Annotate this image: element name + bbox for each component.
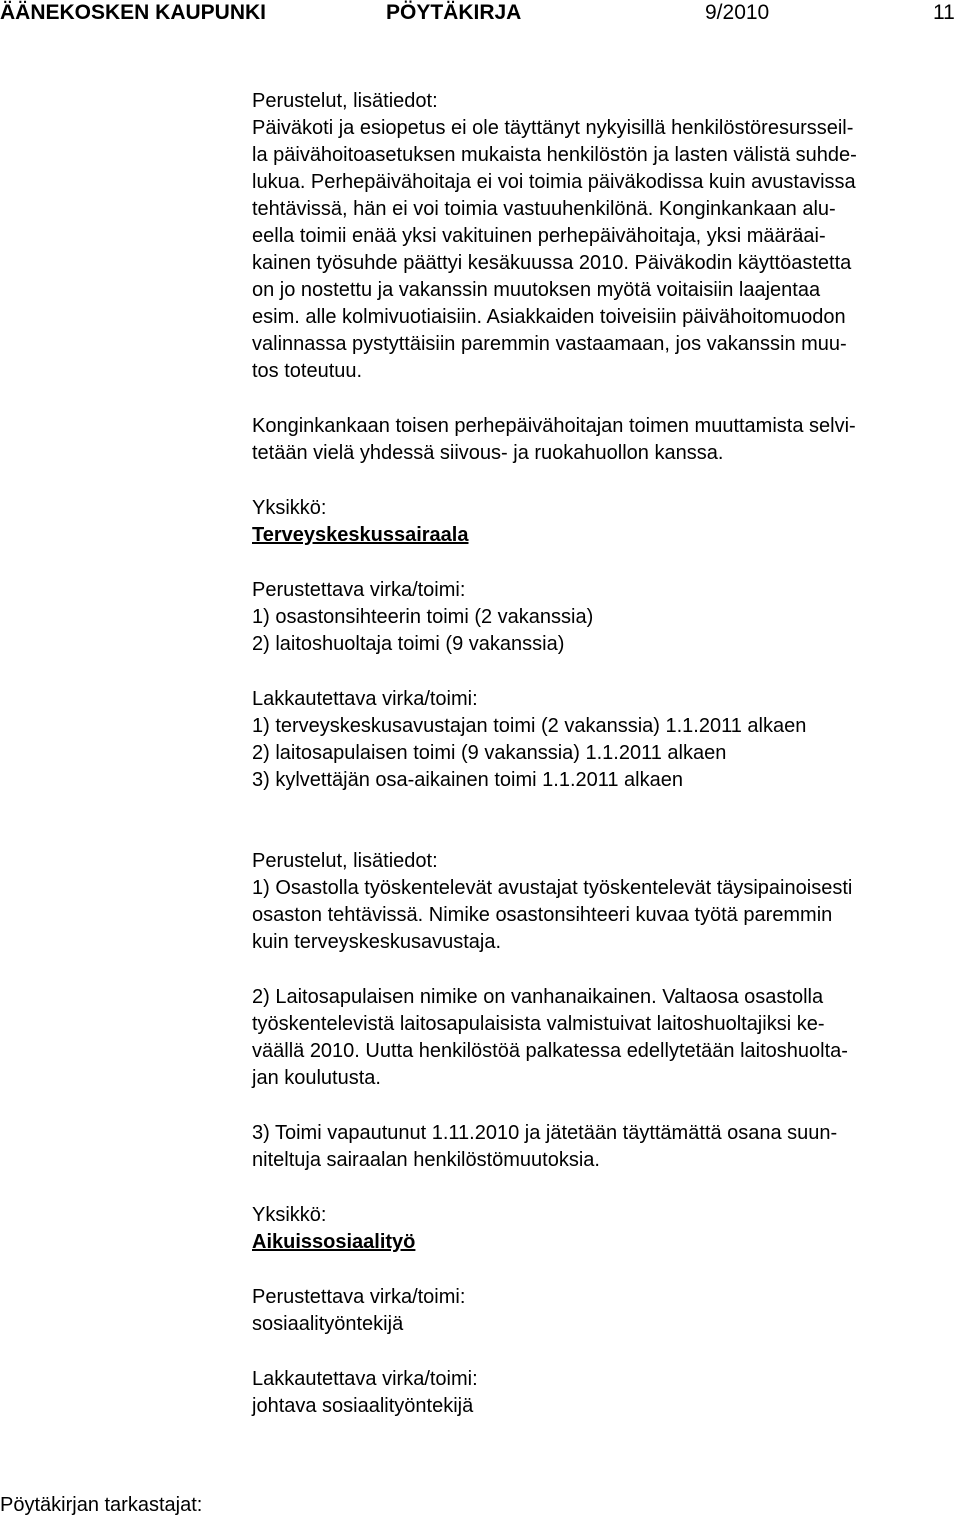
paragraph-line: Konginkankaan toisen perhepäivähoitajan toimen muuttamista selvi- bbox=[252, 415, 856, 437]
paragraph-line: Päiväkoti ja esiopetus ei ole täyttänyt nykyisillä henkilöstöresursseil- bbox=[252, 117, 854, 139]
abolished-item: johtava sosiaalityöntekijä bbox=[252, 1395, 474, 1417]
established-label: Perustettava virka/toimi: bbox=[252, 579, 466, 601]
established-item: 2) laitoshuoltaja toimi (9 vakanssia) bbox=[252, 633, 565, 655]
paragraph bbox=[252, 115, 958, 385]
organization-name: ÄÄNEKOSKEN KAUPUNKI bbox=[0, 1, 267, 24]
page-number: 11 bbox=[933, 1, 955, 24]
abolished-item: 1) terveyskeskusavustajan toimi (2 vakanssia) 1.1.2011 alkaen bbox=[252, 715, 807, 737]
paragraph-line: on jo nostettu ja vakanssin muutoksen myötä voitaisiin laajentaa bbox=[252, 279, 821, 301]
reason-paragraph bbox=[252, 875, 958, 956]
established-item: 1) osastonsihteerin toimi (2 vakanssia) bbox=[252, 606, 594, 628]
paragraph-line: kainen työsuhde päättyi kesäkuussa 2010. Päiväkodin käyttöastetta bbox=[252, 252, 852, 274]
reasons-heading: Perustelut, lisätiedot: bbox=[252, 850, 438, 872]
established-item: sosiaalityöntekijä bbox=[252, 1313, 404, 1335]
reviewers-label: Pöytäkirjan tarkastajat: bbox=[0, 1494, 203, 1516]
paragraph-line: väällä 2010. Uutta henkilöstöä palkatessa edellytetään laitoshuolta- bbox=[252, 1040, 848, 1062]
paragraph-line: 1) Osastolla työskentelevät avustajat työskentelevät täysipainoisesti bbox=[252, 877, 853, 899]
abolished-item: 3) kylvettäjän osa-aikainen toimi 1.1.2011 alkaen bbox=[252, 769, 683, 791]
paragraph-line: jan koulutusta. bbox=[252, 1067, 381, 1089]
paragraph-line: työskentelevistä laitosapulaisista valmistuivat laitoshuoltajiksi ke- bbox=[252, 1013, 825, 1035]
section-heading: Perustelut, lisätiedot: bbox=[252, 90, 438, 112]
paragraph-line: tos toteutuu. bbox=[252, 360, 363, 382]
abolished-label: Lakkautettava virka/toimi: bbox=[252, 688, 478, 710]
paragraph-line: kuin terveyskeskusavustaja. bbox=[252, 931, 502, 953]
paragraph-line: 2) Laitosapulaisen nimike on vanhanaikainen. Valtaosa osastolla bbox=[252, 986, 824, 1008]
unit-label: Yksikkö: bbox=[252, 1204, 327, 1226]
paragraph-line: lukua. Perhepäivähoitaja ei voi toimia päiväkodissa kuin avustavissa bbox=[252, 171, 856, 193]
abolished-label: Lakkautettava virka/toimi: bbox=[252, 1368, 478, 1390]
paragraph-line: tehtävissä, hän ei voi toimia vastuuhenkilönä. Konginkankaan alu- bbox=[252, 198, 836, 220]
paragraph-line: tetään vielä yhdessä siivous- ja ruokahuollon kanssa. bbox=[252, 442, 724, 464]
paragraph bbox=[252, 413, 958, 467]
page-header bbox=[0, 0, 960, 30]
abolished-item: 2) laitosapulaisen toimi (9 vakanssia) 1.1.2011 alkaen bbox=[252, 742, 727, 764]
paragraph-line: osaston tehtävissä. Nimike osastonsihteeri kuvaa työtä paremmin bbox=[252, 904, 833, 926]
document-number: 9/2010 bbox=[705, 1, 770, 24]
established-label: Perustettava virka/toimi: bbox=[252, 1286, 466, 1308]
paragraph-line: valinnassa pystyttäisiin paremmin vastaamaan, jos vakanssin muu- bbox=[252, 333, 847, 355]
paragraph-line: esim. alle kolmivuotiaisiin. Asiakkaiden toiveisiin päivähoitomuodon bbox=[252, 306, 846, 328]
paragraph-line: 3) Toimi vapautunut 1.11.2010 ja jätetään täyttämättä osana suun- bbox=[252, 1122, 838, 1144]
paragraph-line: la päivähoitoasetuksen mukaista henkilöstön ja lasten välistä suhde- bbox=[252, 144, 857, 166]
document-body bbox=[252, 88, 958, 1420]
reason-paragraph bbox=[252, 984, 958, 1092]
reason-paragraph bbox=[252, 1120, 958, 1174]
document-type: PÖYTÄKIRJA bbox=[386, 1, 522, 24]
paragraph-line: eella toimii enää yksi vakituinen perhepäivähoitaja, yksi määräai- bbox=[252, 225, 826, 247]
unit-name: Terveyskeskussairaala bbox=[252, 524, 469, 546]
unit-label: Yksikkö: bbox=[252, 497, 327, 519]
paragraph-line: niteltuja sairaalan henkilöstömuutoksia. bbox=[252, 1149, 600, 1171]
unit-name: Aikuissosiaalityö bbox=[252, 1231, 416, 1253]
